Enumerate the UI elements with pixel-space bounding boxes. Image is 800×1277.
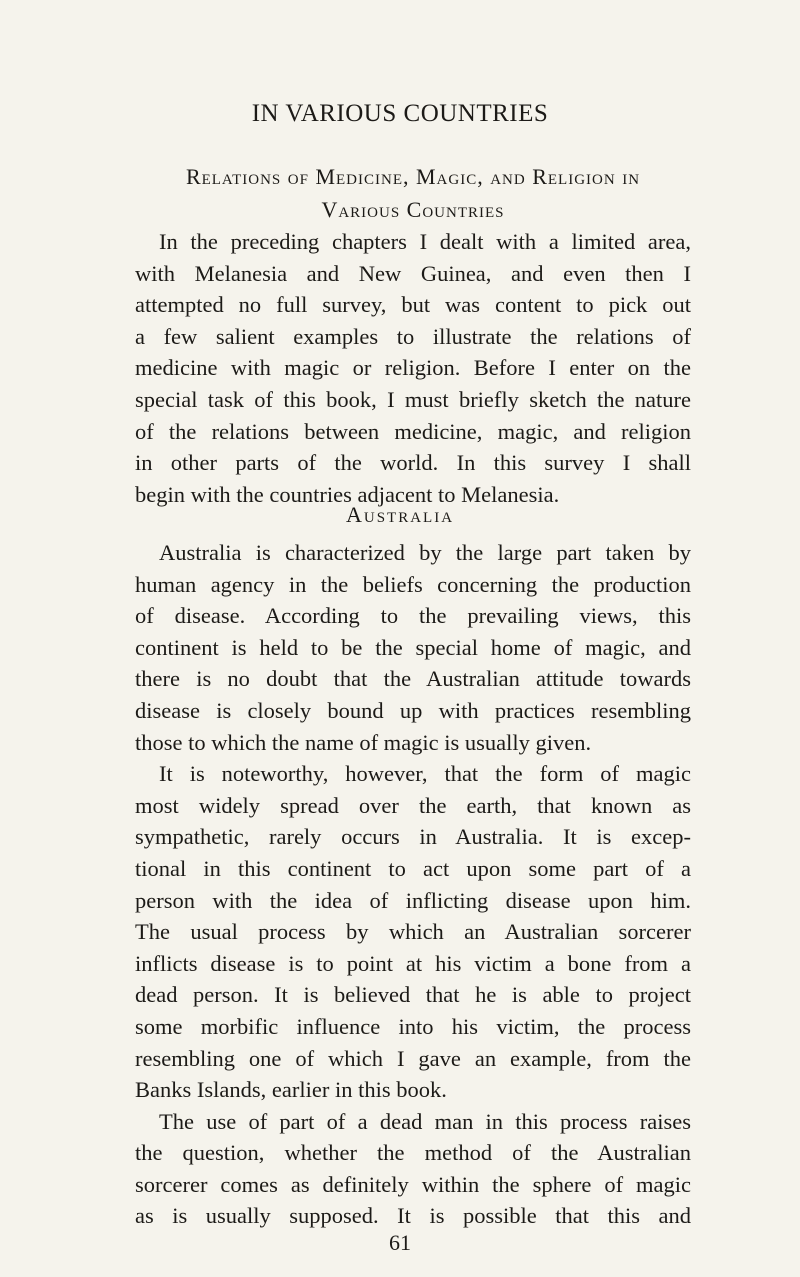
text-line: there is no doubt that the Australian attitude towards (135, 666, 691, 692)
text-line: most widely spread over the earth, that known as (135, 792, 691, 818)
text-line: The usual process by which an Australian sorcerer (135, 919, 691, 945)
paragraph-intro (135, 226, 691, 510)
chapter-title (135, 160, 691, 226)
paragraphs-australia (135, 537, 691, 1232)
text-line: as is usually supposed. It is possible that this and (135, 1203, 691, 1229)
text-line: with Melanesia and New Guinea, and even then I (135, 260, 691, 286)
text-line: the question, whether the method of the Australian (135, 1140, 691, 1166)
text-line: some morbific influence into his victim, the process (135, 1013, 691, 1039)
chapter-title-line-1: Relations of Medicine, Magic, and Religion in (185, 164, 641, 189)
running-head: IN VARIOUS COUNTRIES (251, 100, 549, 127)
page-number: 61 (389, 1230, 411, 1255)
text-line: of the relations between medicine, magic, and religion (135, 418, 691, 444)
text-line: person with the idea of inflicting disease upon him. (135, 887, 691, 913)
text-line: disease is closely bound up with practices resembling (135, 697, 691, 723)
text-line: medicine with magic or religion. Before I enter on the (135, 355, 691, 381)
text-line: inflicts disease is to point at his victim a bone from a (135, 950, 691, 976)
text-line: It is noteworthy, however, that the form of magic (159, 761, 691, 787)
text-line: tional in this continent to act upon some part of a (135, 855, 691, 881)
text-line: The use of part of a dead man in this process raises (159, 1108, 691, 1134)
text-line: dead person. It is believed that he is able to project (135, 982, 691, 1008)
text-line: special task of this book, I must briefly sketch the nature (135, 386, 691, 412)
text-line: resembling one of which I gave an example, from the (135, 1045, 691, 1071)
text-line: of disease. According to the prevailing views, this (135, 603, 691, 629)
text-line: a few salient examples to illustrate the relations of (135, 323, 691, 349)
section-heading: Australia (345, 502, 455, 527)
text-line: sorcerer comes as definitely within the sphere of magic (135, 1171, 691, 1197)
text-line: in other parts of the world. In this survey I shall (135, 450, 691, 476)
text-line: continent is held to be the special home of magic, and (135, 634, 691, 660)
text-line: human agency in the beliefs concerning the production (135, 571, 691, 597)
text-line: begin with the countries adjacent to Melanesia. (135, 481, 560, 507)
text-line: In the preceding chapters I dealt with a limited area, (159, 229, 691, 254)
text-line: those to which the name of magic is usually given. (135, 729, 592, 755)
text-line: sympathetic, rarely occurs in Australia. It is excep- (135, 824, 691, 850)
text-line: attempted no full survey, but was content to pick out (135, 292, 691, 318)
text-line: Australia is characterized by the large part taken by (159, 540, 691, 565)
text-line: Banks Islands, earlier in this book. (135, 1077, 447, 1103)
chapter-title-line-2: Various Countries (321, 197, 505, 222)
